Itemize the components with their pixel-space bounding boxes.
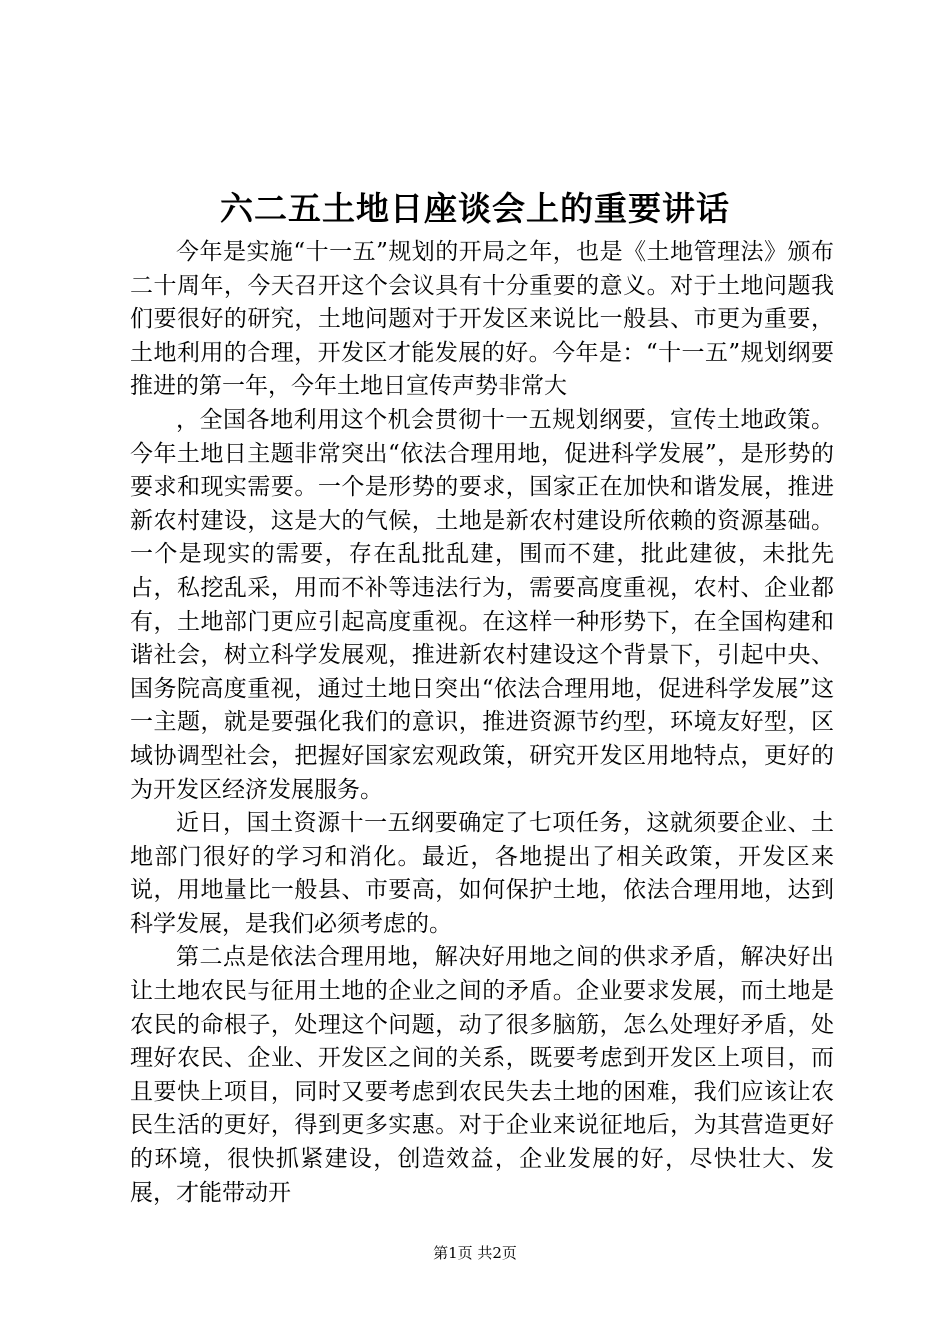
page-footer: 第1页 共2页	[433, 1244, 517, 1262]
paragraph-2: ，全国各地利用这个机会贯彻十一五规划纲要，宣传土地政策。今年土地日主题非常突出“依法合理用地，促进科学发展”，是形势的要求和现实需要。一个是形势的要求，国家正在加快和谐发展，推进新农村建设，这是大的气候，土地是新农村建设所依赖的资源基础。一个是现实的需要，存在乱批乱建，围而不建，批此建彼，未批先占，私挖乱采，用而不补等违法行为，需要高度重视，农村、企业都有，土地部门更应引起高度重视。在这样一种形势下，在全国构建和谐社会，树立科学发展观，推进新农村建设这个背景下，引起中央、国务院高度重视，通过土地日突出“依法合理用地，促进科学发展”这一主题，就是要强化我们的意识，推进资源节约型，环境友好型，区域协调型社会，把握好国家宏观政策，研究开发区用地特点，更好的为开发区经济发展服务。	[130, 406, 834, 803]
paragraph-3: 近日，国土资源十一五纲要确定了七项任务，这就须要企业、土地部门很好的学习和消化。最近，各地提出了相关政策，开发区来说，用地量比一般县、市要高，如何保护土地，依法合理用地，达到科学发展，是我们必须考虑的。	[130, 810, 834, 937]
document-title: 六二五土地日座谈会上的重要讲话	[220, 189, 730, 228]
document-body	[130, 236, 834, 1210]
paragraph-4: 第二点是依法合理用地，解决好用地之间的供求矛盾，解决好出让土地农民与征用土地的企业之间的矛盾。企业要求发展，而土地是农民的命根子，处理这个问题，动了很多脑筋，怎么处理好矛盾，处理好农民、企业、开发区之间的关系，既要考虑到开发区上项目，而且要快上项目，同时又要考虑到农民失去土地的困难，我们应该让农民生活的更好，得到更多实惠。对于企业来说征地后，为其营造更好的环境，很快抓紧建设，创造效益，企业发展的好，尽快壮大、发展，才能带动开	[130, 944, 834, 1206]
paragraph-1: 今年是实施“十一五”规划的开局之年，也是《土地管理法》颁布二十周年，今天召开这个会议具有十分重要的意义。对于土地问题我们要很好的研究，土地问题对于开发区来说比一般县、市更为重要，土地利用的合理，开发区才能发展的好。今年是：“十一五”规划纲要推进的第一年，今年土地日宣传声势非常大	[130, 239, 834, 400]
